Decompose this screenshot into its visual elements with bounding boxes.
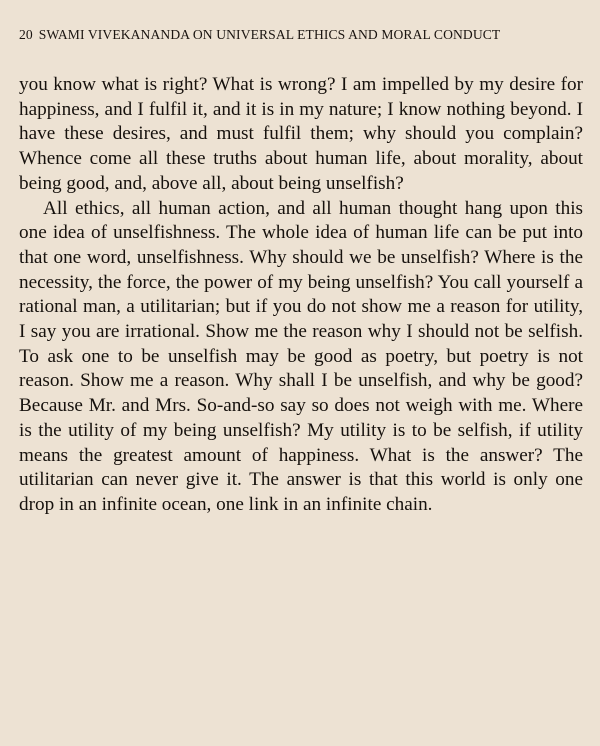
paragraph-continued: you know what is right? What is wrong? I am impelled by my desire for happiness, and I fulfil it, and it is in my nature; I know nothing beyond. I have these desires, and must fulfil them; why should you complain? Whence come all these truths about human life, about morality, about being good, and, above all, about being unselfish? — [19, 74, 583, 194]
page-number: 20 — [19, 27, 33, 42]
running-header — [19, 27, 584, 43]
running-title: SWAMI VIVEKANANDA ON UNIVERSAL ETHICS AND MORAL CONDUCT — [38, 27, 501, 42]
page-body — [19, 73, 583, 518]
paragraph: All ethics, all human action, and all human thought hang upon this one idea of unselfishness. The whole idea of human life can be put into that one word, unselfishness. Why should we be unselfish? Where is the necessity, the force, the power of my being unselfish? You call yourself a rational man, a utilitarian; but if you do not show me a reason for utility, I say you are irrational. Show me the reason why I should not be selfish. To ask one to be unselfish may be good as poetry, but poetry is not reason. Show me a reason. Why shall I be unselfish, and why be good? Because Mr. and Mrs. So-and-so say so does not weigh with me. Where is the utility of my being unselfish? My utility is to be selfish, if utility means the greatest amount of happiness. What is the answer? The utilitarian can never give it. The answer is that this world is only one drop in an infinite ocean, one link in an infinite chain. — [19, 197, 583, 515]
